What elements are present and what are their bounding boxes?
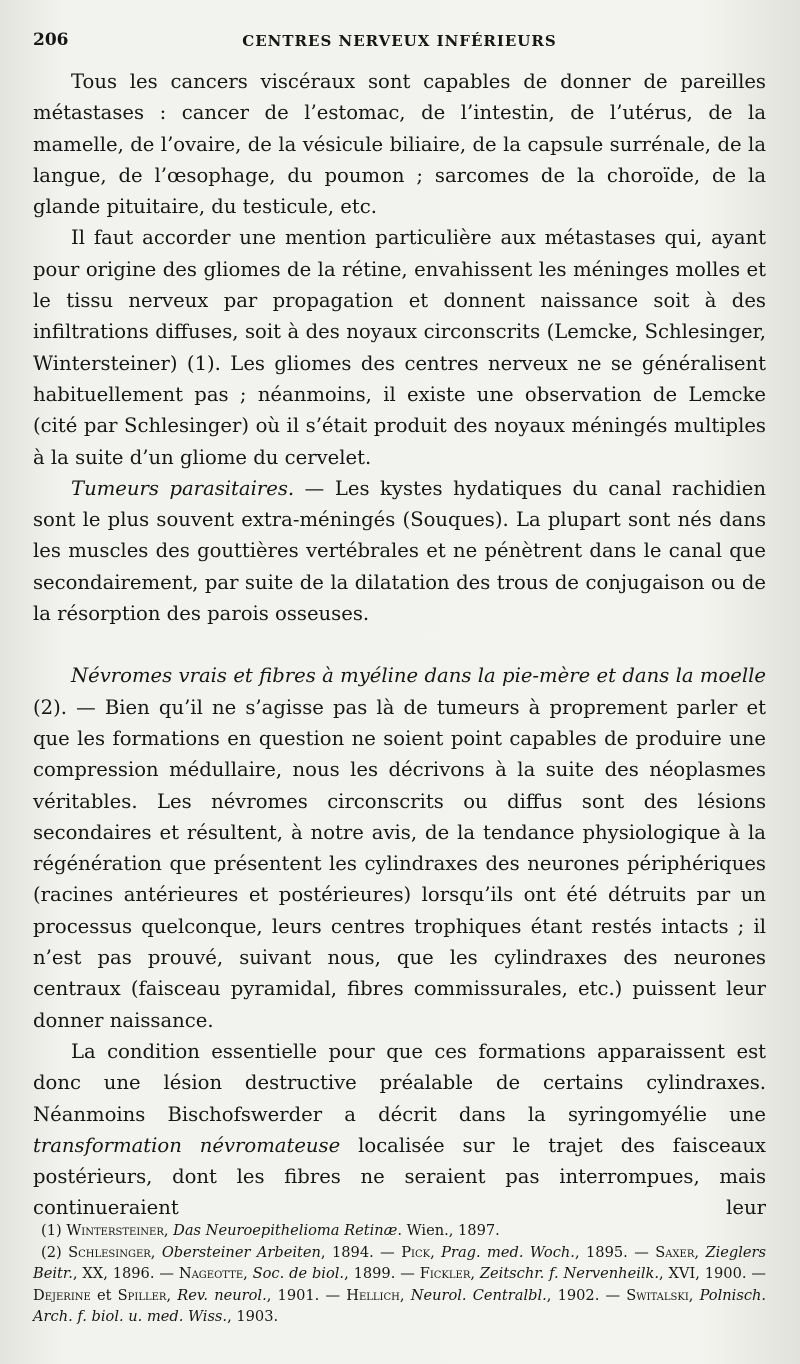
footnote-2-author: Saxer <box>655 1243 695 1261</box>
footnote-1-number: (1) <box>41 1222 67 1239</box>
footnote-2-title: Soc. de biol. <box>252 1265 345 1283</box>
footnote-2-text: , <box>399 1286 411 1304</box>
footnote-2-text: , <box>166 1286 178 1304</box>
paragraph-cancers: Tous les cancers viscéraux sont capables de donner de pareilles métastases : cancer de l’estomac, de l’intestin, de l’utérus, de la mamelle, de l’ovaire, de la vésicule biliaire, de la capsule surrénale, de la langue, de l’œsophage, du poumon ; sarcomes de la choroïde, de la glande pituitaire, du testicule, etc. <box>33 70 766 219</box>
footnote-2-author: Hellich <box>346 1286 400 1304</box>
footnote-1-author: Wintersteiner <box>66 1222 164 1239</box>
footnote-2-text: , XX, 1896. — <box>72 1265 179 1283</box>
footnote-2-text: , 1902. — <box>546 1286 627 1304</box>
footnote-2-text: , <box>688 1286 700 1304</box>
footnote-2-text: , 1901. — <box>266 1286 347 1304</box>
paragraph-nevromes <box>33 660 766 1036</box>
footnote-2 <box>33 1242 766 1328</box>
paragraph-condition-start: La condition essentielle pour que ces formations apparaissent est donc une lésion destructive préalable de certains cylindraxes. Néanmoins Bischofswerder a décrit dans la syringomyélie une <box>33 1039 766 1126</box>
footnote-2-title: Zieglers Beitr. <box>33 1243 766 1283</box>
footnote-2-text: , XVI, 1900. — <box>659 1265 766 1283</box>
footnote-2-author: Dejerine <box>33 1286 91 1304</box>
footnotes <box>33 1220 766 1328</box>
footnote-2-text: , 1899. — <box>344 1265 420 1283</box>
section-title-tumeurs-parasitaires: Tumeurs parasitaires. <box>71 476 295 500</box>
footnote-2-title: Polnisch. Arch. f. biol. u. med. Wiss. <box>33 1286 767 1326</box>
footnote-2-title: Obersteiner Arbeiten <box>161 1243 321 1261</box>
footnote-2-text: , <box>694 1243 706 1261</box>
paragraph-tumeurs-text: — Les kystes hydatiques du canal rachidien sont le plus souvent extra-méningés (Souques). La plupart sont nés dans les muscles des gouttières vertébrales et ne pénètrent dans le canal que secondairement, par suite de la dilatation des trous de conjugaison ou de la résorption des parois osseuses. <box>33 476 766 626</box>
page-header <box>33 30 766 66</box>
footnote-2-text: , <box>150 1243 162 1261</box>
footnote-2-title: Zeitschr. f. Nervenheilk. <box>479 1265 660 1283</box>
page-number: 206 <box>33 30 69 50</box>
footnote-2-title: Prag. med. Woch. <box>441 1243 575 1261</box>
footnote-1-rest: . Wien., 1897. <box>397 1222 500 1239</box>
footnote-2-text: , <box>470 1265 480 1283</box>
footnote-2-text: et <box>90 1286 118 1304</box>
paragraph-condition-end: localisée sur le trajet des faisceaux postérieurs, dont les fibres ne seraient pas interrompues, mais continueraient leur <box>33 1133 766 1220</box>
footnote-2-author: Pick <box>401 1243 431 1261</box>
footnote-1 <box>33 1220 766 1242</box>
footnote-2-author: Spiller <box>117 1286 167 1304</box>
footnote-2-text: , 1894. — <box>320 1243 402 1261</box>
paragraph-nevromes-text: (2). — Bien qu’il ne s’agisse pas là de tumeurs à proprement parler et que les formations en question ne soient point capables de produire une compression médullaire, nous les décrivons à la suite des néoplasmes véritables. Les névromes circonscrits ou diffus sont des lésions secondaires et résultent, à notre avis, de la tendance physiologique à la régénération que présentent les cylindraxes des neurones périphériques (racines antérieures et postérieures) lorsqu’ils ont été détruits par un processus quelconque, leurs centres trophiques étant restés intacts ; il n’est pas prouvé, suivant nous, que les cylindraxes des neurones centraux (faisceau pyramidal, fibres commissurales, etc.) puissent leur donner naissance. <box>33 695 766 1032</box>
footnote-2-text: , <box>430 1243 442 1261</box>
paragraph-tumeurs-parasitaires <box>33 473 766 629</box>
footnote-2-title: Neurol. Centralbl. <box>410 1286 547 1304</box>
footnote-2-title: Rev. neurol. <box>177 1286 267 1304</box>
footnote-2-text: , <box>243 1265 253 1283</box>
footnote-2-text: , 1903. <box>227 1308 279 1326</box>
footnote-2-author: Fickler <box>419 1265 471 1283</box>
footnote-2-author: Schlesinger <box>68 1243 151 1261</box>
running-head: CENTRES NERVEUX INFÉRIEURS <box>242 32 557 50</box>
footnote-1-title: Das Neuroepithelioma Retinæ <box>173 1222 398 1239</box>
footnote-2-text: (2) <box>41 1243 69 1261</box>
body-text <box>33 66 766 1224</box>
paragraph-gliomes: Il faut accorder une mention particulière aux métastases qui, ayant pour origine des gliomes de la rétine, envahissent les méninges molles et le tissu nerveux par propagation et donnent naissance soit à des infiltrations diffuses, soit à des noyaux circonscrits (Lemcke, Schlesinger, Wintersteiner) (1). Les gliomes des centres nerveux ne se généralisent habituellement pas ; néanmoins, il existe une observation de Lemcke (cité par Schlesinger) où il s’était produit des noyaux méningés multiples à la suite d’un gliome du cervelet. <box>33 226 766 469</box>
paragraph-condition <box>33 1036 766 1224</box>
footnote-2-author: Nageotte <box>178 1265 244 1283</box>
section-title-nevromes: Névromes vrais et fibres à myéline dans la pie-mère et dans la moelle <box>71 664 766 688</box>
footnote-1-sep: , <box>163 1222 174 1239</box>
footnote-2-text: , 1895. — <box>574 1243 656 1261</box>
footnote-2-author: Switalski <box>626 1286 689 1304</box>
term-transformation: transformation névromateuse <box>33 1133 341 1157</box>
